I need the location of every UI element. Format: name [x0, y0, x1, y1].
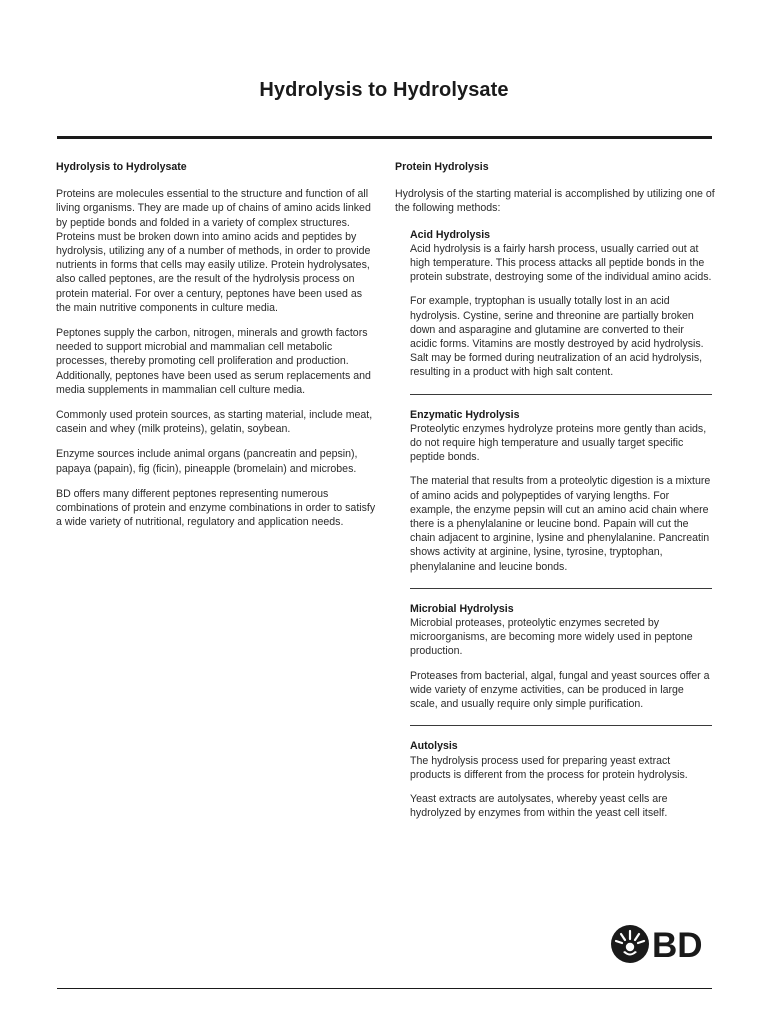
- autolysis-section: [410, 739, 712, 820]
- left-column: [56, 160, 376, 540]
- section-divider: [410, 588, 712, 589]
- section-paragraph: Microbial proteases, proteolytic enzymes secreted by microorganisms, are becoming more widely used in peptone production.: [410, 617, 693, 658]
- page-title: Hydrolysis to Hydrolysate: [259, 79, 509, 101]
- footer-divider: [57, 988, 712, 989]
- title-divider: [57, 136, 712, 139]
- section-paragraph: For example, tryptophan is usually totally lost in an acid hydrolysis. Cystine, serine and threonine are partially broken down and asparagine and glutamine are converted to their acidic forms. Vitamins are mostly destroyed by acid hydrolysis. Salt may be formed during neutralization of an acid hydrolysis, resulting in a product with high salt content.: [410, 295, 704, 379]
- section-divider: [410, 394, 712, 395]
- left-column-heading: Hydrolysis to Hydrolysate: [56, 161, 187, 173]
- section-title: Acid Hydrolysis: [410, 228, 491, 241]
- methods-intro: Hydrolysis of the starting material is accomplished by utilizing one of the following methods:: [395, 188, 715, 215]
- right-column-heading: Protein Hydrolysis: [395, 161, 489, 173]
- bd-sunburst-logo-icon: [610, 922, 714, 966]
- section-paragraph: Proteolytic enzymes hydrolyze proteins more gently than acids, do not require high temperature and usually target specific peptide bonds.: [410, 422, 707, 464]
- right-column: [395, 160, 715, 830]
- bd-offers-paragraph: BD offers many different peptones representing numerous combinations of protein and enzyme combinations in order to satisfy a wide variety of nutritional, regulatory and application needs.: [56, 487, 376, 529]
- bd-logo: [610, 922, 714, 966]
- section-paragraph: Yeast extracts are autolysates, whereby yeast cells are hydrolyzed by enzymes from within the yeast cell itself.: [410, 792, 668, 820]
- section-paragraph: Proteases from bacterial, algal, fungal and yeast sources offer a wide variety of enzyme activities, can be produced in large scale, and usually require only simple purification.: [410, 669, 710, 711]
- intro-paragraph: Proteins are molecules essential to the structure and function of all living organisms. They are made up of chains of amino acids linked by peptide bonds and folded in a variety of complex structures. Proteins must be broken down into amino acids and peptides by hydrolysis, utilizing any of a number of methods, in order to provide nutrients in forms that cells may easily utilize. Protein hydrolysates, also called peptones, are the result of the hydrolysis process on protein material. For over a century, peptones have been used as the main nutritive components in culture media.: [56, 188, 371, 314]
- acid-hydrolysis-section: [410, 228, 712, 395]
- section-paragraph: Acid hydrolysis is a fairly harsh process, usually carried out at high temperature. This process attacks all peptide bonds in the protein substrate, destroying some of the individual amino acids.: [410, 242, 712, 284]
- section-title: Enzymatic Hydrolysis: [410, 408, 520, 421]
- section-title: Microbial Hydrolysis: [410, 602, 514, 615]
- section-divider: [410, 725, 712, 726]
- protein-sources-paragraph: Commonly used protein sources, as starting material, include meat, casein and whey (milk proteins), gelatin, soybean.: [56, 409, 373, 436]
- enzymatic-hydrolysis-section: [410, 408, 712, 589]
- section-title: Autolysis: [410, 740, 458, 753]
- section-paragraph: The hydrolysis process used for preparing yeast extract products is different from the process for protein hydrolysis.: [410, 754, 688, 781]
- section-paragraph: The material that results from a proteolytic digestion is a mixture of amino acids and polypeptides of varying lengths. For example, the enzyme pepsin will cut an amino acid chain where there is a phenylalanine or leucine bond. Papain will cut the chain adjacent to arginine, lysine and phenylalanine. Pancreatin shows activity at arginine, lysine, tyrosine, tryptophan, phenylalanine and leucine bonds.: [410, 475, 711, 573]
- logo-text: BD: [652, 926, 703, 965]
- peptones-paragraph: Peptones supply the carbon, nitrogen, minerals and growth factors needed to support microbial and mammalian cell metabolic processes, thereby promoting cell proliferation and production. Additionally, peptones have been used as serum replacements and media supplements in mammalian cell culture media.: [56, 327, 371, 396]
- microbial-hydrolysis-section: [410, 602, 712, 726]
- enzyme-sources-paragraph: Enzyme sources include animal organs (pancreatin and pepsin), papaya (papain), fig (ficin), pineapple (bromelain) and microbes.: [56, 448, 358, 475]
